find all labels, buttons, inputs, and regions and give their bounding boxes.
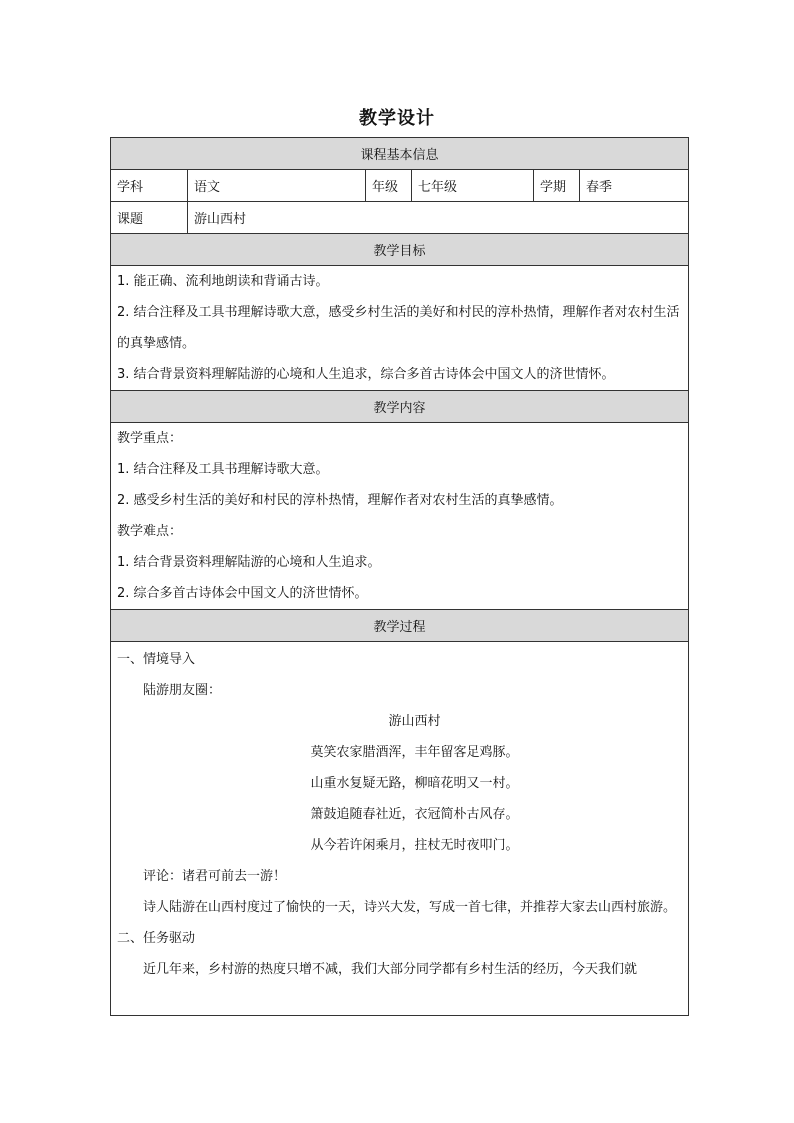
- intro-paragraph: 诗人陆游在山西村度过了愉快的一天，诗兴大发，写成一首七律，并推荐大家去山西村旅游。: [143, 899, 677, 915]
- lesson-plan-table: [110, 137, 689, 1016]
- goals-cell: [111, 266, 689, 391]
- difficult-point-item: 1. 结合背景资料理解陆游的心境和人生追求。: [117, 555, 381, 570]
- section-title-content: 教学内容: [111, 391, 689, 423]
- term-label: 学期: [534, 170, 580, 202]
- poem-line: 箫鼓追随春社近，衣冠简朴古风存。: [310, 806, 519, 822]
- content-row: [111, 423, 689, 610]
- term-value: 春季: [580, 170, 689, 202]
- subject-value: 语文: [188, 170, 366, 202]
- step2-title: 二、任务驱动: [117, 930, 196, 946]
- topic-label: 课题: [111, 202, 188, 234]
- grade-label: 年级: [366, 170, 412, 202]
- key-point-item: 1. 结合注释及工具书理解诗歌大意。: [117, 462, 329, 477]
- comment-text: 评论：诸君可前去一游！: [143, 868, 287, 884]
- key-points-label: 教学重点：: [117, 431, 183, 446]
- section-title-process: 教学过程: [111, 610, 689, 642]
- goal-item: 2. 结合注释及工具书理解诗歌大意，感受乡村生活的美好和村民的淳朴热情，理解作者对农村生活的真挚感情。: [117, 305, 680, 351]
- difficult-point-item: 2. 综合多首古诗体会中国文人的济世情怀。: [117, 586, 368, 601]
- poem-title: 游山西村: [388, 713, 441, 729]
- difficult-points-label: 教学难点：: [117, 524, 183, 539]
- grade-value: 七年级: [412, 170, 534, 202]
- section-title-goals: 教学目标: [111, 234, 689, 266]
- goal-item: 1. 能正确、流利地朗读和背诵古诗。: [117, 274, 329, 289]
- section-header-goals: [111, 234, 689, 266]
- content-cell: [111, 423, 689, 610]
- section-header-content: [111, 391, 689, 423]
- section-header-basic-info: [111, 138, 689, 170]
- goal-item: 3. 结合背景资料理解陆游的心境和人生追求，综合多首古诗体会中国文人的济世情怀。: [117, 367, 615, 382]
- info-row-subject: [111, 170, 689, 202]
- section-header-process: [111, 610, 689, 642]
- process-cell: [111, 642, 689, 1016]
- document-title: 教学设计: [359, 108, 435, 129]
- step1-title: 一、情境导入: [117, 651, 196, 667]
- moments-label: 陆游朋友圈：: [143, 682, 222, 698]
- key-point-item: 2. 感受乡村生活的美好和村民的淳朴热情，理解作者对农村生活的真挚感情。: [117, 493, 563, 508]
- subject-label: 学科: [111, 170, 188, 202]
- section-title-basic-info: 课程基本信息: [111, 138, 689, 170]
- goals-row: [111, 266, 689, 391]
- task-paragraph: 近几年来，乡村游的热度只增不减，我们大部分同学都有乡村生活的经历，今天我们就: [143, 961, 638, 977]
- info-row-topic: [111, 202, 689, 234]
- poem-line: 莫笑农家腊酒浑，丰年留客足鸡豚。: [310, 744, 519, 760]
- poem-line: 山重水复疑无路，柳暗花明又一村。: [310, 775, 519, 791]
- process-row: [111, 642, 689, 1016]
- topic-value: 游山西村: [188, 202, 689, 234]
- poem-line: 从今若许闲乘月，拄杖无时夜叩门。: [310, 837, 519, 853]
